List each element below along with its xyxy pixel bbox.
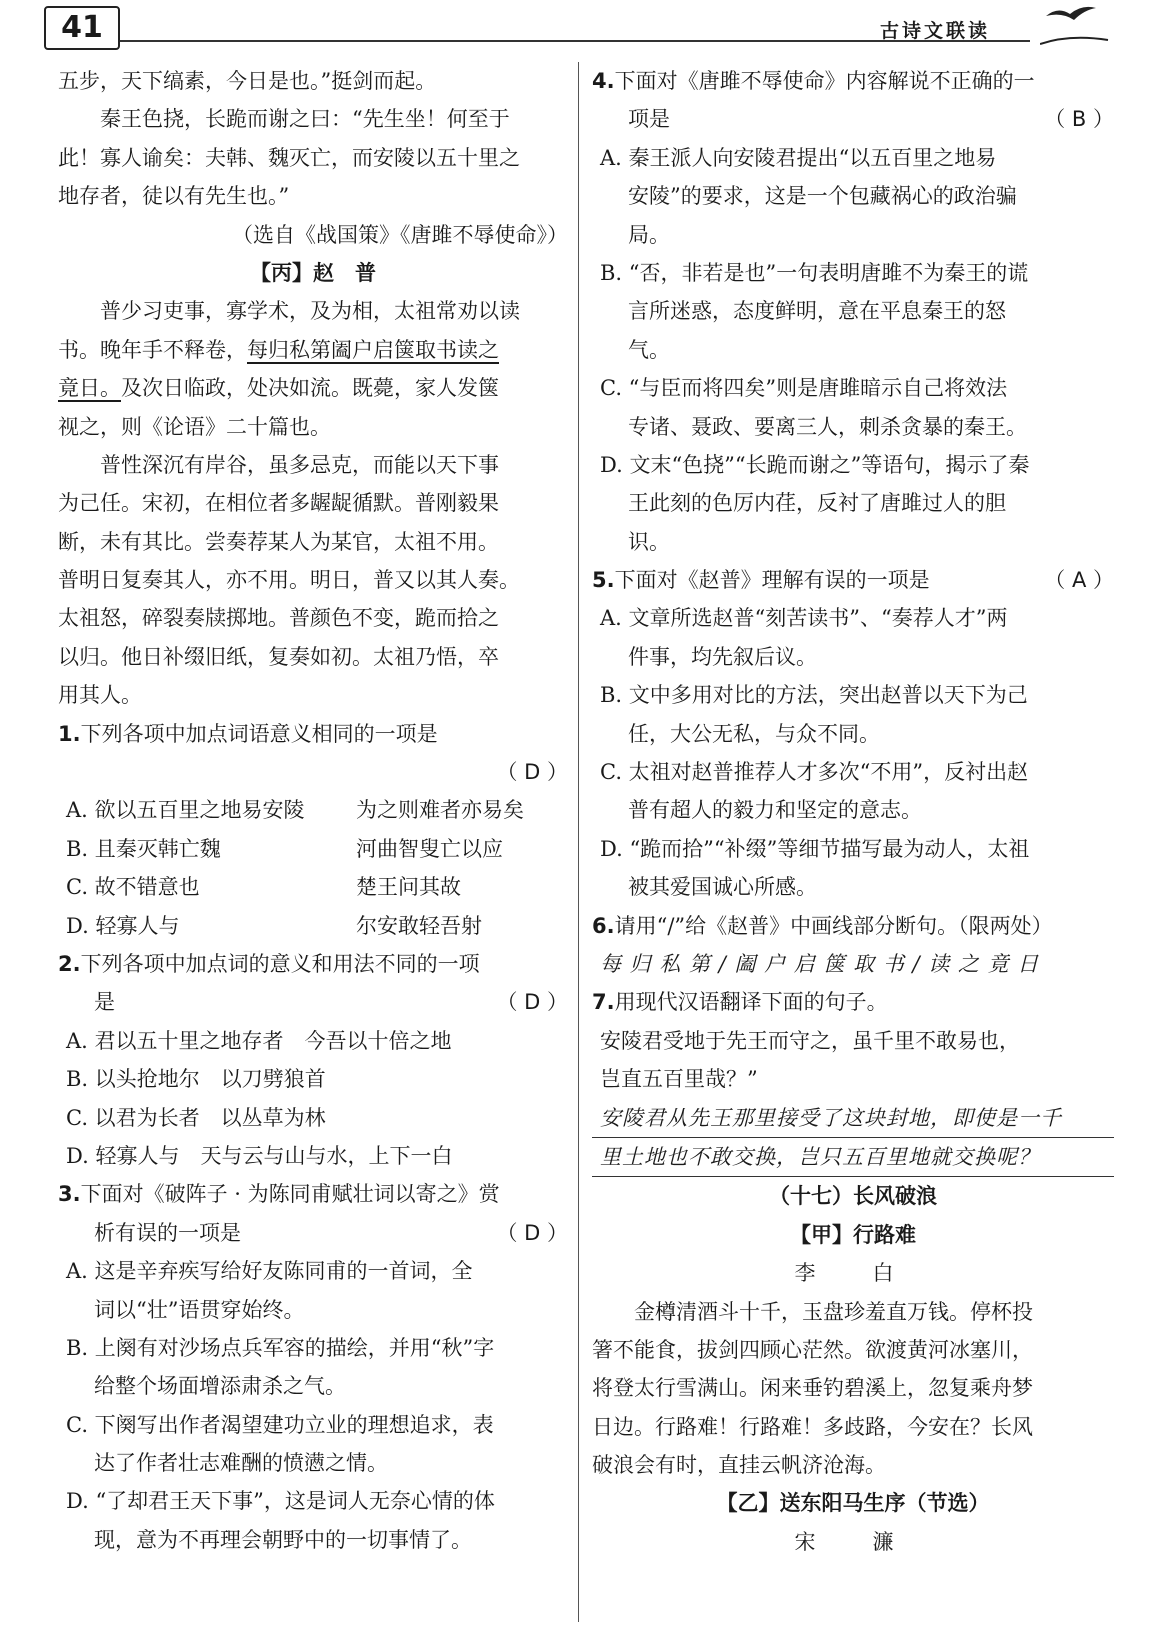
option-line: 言所迷惑，态度鲜明，意在平息秦王的怒 — [628, 299, 1006, 324]
text-line: （选自《战国策》《唐雎不辱使命》） — [232, 222, 568, 247]
question-number: 7. — [592, 990, 615, 1015]
option-line: 普有超人的毅力和坚定的意志。 — [628, 798, 922, 823]
option-line: C. 以君为长者 以丛草为林 — [66, 1105, 326, 1130]
text-line: 断，未有其比。尝奏荐某人为某官，太祖不用。 — [58, 529, 499, 554]
option-line: 专诸、聂政、要离三人，刺杀贪暴的秦王。 — [628, 414, 1027, 439]
question-number: 3. — [58, 1182, 81, 1207]
poem-line: 日边。行路难！行路难！多歧路，今安在？长风 — [592, 1414, 1033, 1439]
question-text: 是 — [94, 990, 115, 1015]
option-line: C. 下阕写出作者渴望建功立业的理想追求，表 — [66, 1412, 494, 1437]
page-number: 41 — [44, 6, 120, 50]
text-line: 太祖怒，碎裂奏牍掷地。普颜色不变，跪而拾之 — [58, 606, 499, 631]
option-left: C. 故不错意也 — [66, 875, 200, 900]
answer-handwritten: 里土地也不敢交换，岂只五百里地就交换呢？ — [592, 1138, 1114, 1177]
series-title: 古诗文联读 — [880, 20, 991, 42]
text-line: 普性深沉有岸谷，虽多忌克，而能以天下事 — [100, 452, 499, 477]
left-column — [58, 62, 568, 1559]
question-text: 下面对《赵普》理解有误的一项是 — [614, 568, 930, 593]
question-text: 用现代汉语翻译下面的句子。 — [614, 990, 888, 1015]
option-line: C. “与臣而将四矣”则是唐雎暗示自己将效法 — [600, 376, 1008, 401]
poem-title: 【乙】送东阳马生序（节选） — [716, 1490, 990, 1516]
answer-mark: （ D ） — [496, 760, 568, 785]
question-text: 下列各项中加点词的意义和用法不同的一项 — [80, 951, 480, 976]
text-line: 地存者，徒以有先生也。” — [58, 184, 290, 209]
option-line: 达了作者壮志难酬的愤懑之情。 — [94, 1451, 388, 1476]
option-line: 给整个场面增添肃杀之气。 — [94, 1374, 346, 1399]
poem-line: 将登太行雪满山。闲来垂钓碧溪上，忽复乘舟梦 — [592, 1376, 1033, 1401]
underlined-passage: 每归私第阖户启箧取书读之 — [247, 337, 499, 362]
option-line — [58, 907, 568, 945]
column-divider — [578, 62, 579, 1622]
text-line: 此！寡人谕矣：夫韩、魏灭亡，而安陵以五十里之 — [58, 145, 520, 170]
poem-line: 破浪会有时，直挂云帆济沧海。 — [592, 1453, 886, 1478]
question-number: 2. — [58, 951, 81, 976]
option-line: D. “跪而拾”“补缀”等细节描写最为动人，太祖 — [600, 836, 1030, 861]
question-1-answer — [58, 753, 568, 791]
question-text: 项是 — [628, 107, 670, 132]
option-right: 尔安敢轻吾射 — [356, 913, 482, 938]
option-right: 楚王问其故 — [356, 875, 461, 900]
option-line: D. “了却君王天下事”，这是词人无奈心情的体 — [66, 1489, 495, 1514]
option-line: 词以“壮”语贯穿始终。 — [94, 1297, 305, 1322]
option-line: 现，意为不再理会朝野中的一切事情了。 — [94, 1527, 472, 1552]
option-line: D. 轻寡人与 天与云与山与水，上下一白 — [66, 1143, 453, 1168]
question-number: 1. — [58, 721, 81, 746]
text-line: 竟日。及次日临政，处决如流。既薨，家人发箧 — [58, 376, 499, 401]
text-line: 以归。他日补缀旧纸，复奏如初。太祖乃悟，卒 — [58, 644, 499, 669]
question-6 — [592, 907, 1114, 945]
question-2-cont — [58, 983, 568, 1021]
option-right: 为之则难者亦易矣 — [356, 798, 524, 823]
question-3-cont — [58, 1214, 568, 1252]
question-number: 6. — [592, 913, 615, 938]
option-line — [58, 868, 568, 906]
quote-line: 安陵君受地于先王而守之，虽千里不敢易也， — [600, 1028, 1020, 1053]
question-text: 析有误的一项是 — [94, 1220, 241, 1245]
option-line: B. 文中多用对比的方法，突出赵普以天下为己 — [600, 683, 1028, 708]
option-left: A. 欲以五百里之地易安陵 — [66, 798, 305, 823]
poem-line: 箸不能食，拔剑四顾心茫然。欲渡黄河冰塞川， — [592, 1337, 1033, 1362]
option-line — [58, 791, 568, 829]
option-left: D. 轻寡人与 — [66, 913, 180, 938]
option-line: A. 文章所选赵普“刻苦读书”、“奏荐人才”两 — [600, 606, 1008, 631]
bird-icon — [1040, 4, 1110, 48]
underlined-passage: 竟日。 — [58, 376, 121, 401]
answer-handwritten: 安陵君从先王那里接受了这块封地，即使是一千 — [592, 1099, 1114, 1138]
question-5 — [592, 561, 1114, 599]
option-line: B. 以头抢地尔 以刀劈狼首 — [66, 1067, 326, 1092]
section-title: （十七）长风破浪 — [769, 1183, 937, 1209]
option-line: A. 君以五十里之地存者 今吾以十倍之地 — [66, 1028, 452, 1053]
answer-mark: （ D ） — [496, 990, 568, 1015]
question-number: 4. — [592, 69, 615, 93]
option-line: 王此刻的色厉内荏，反衬了唐雎过人的胆 — [628, 491, 1006, 516]
option-line: A. 这是辛弃疾写给好友陈同甫的一首词，全 — [66, 1259, 473, 1284]
text-line: 【丙】赵 普 — [250, 259, 376, 285]
question-2 — [58, 945, 568, 983]
option-line: 被其爱国诚心所感。 — [628, 875, 817, 900]
option-line: C. 太祖对赵普推荐人才多次“不用”，反衬出赵 — [600, 760, 1029, 785]
question-1 — [58, 715, 568, 753]
question-number: 5. — [592, 568, 615, 593]
option-left: B. 且秦灭韩亡魏 — [66, 836, 221, 861]
question-3 — [58, 1175, 568, 1213]
text-line: 为己任。宋初，在相位者多龌龊循默。普刚毅果 — [58, 491, 499, 516]
text-line: 普少习吏事，寡学术，及为相，太祖常劝以读 — [100, 299, 520, 324]
option-line — [58, 830, 568, 868]
option-line: A. 秦王派人向安陵君提出“以五百里之地易 — [600, 145, 997, 170]
right-column — [592, 62, 1114, 1561]
text-line: 用其人。 — [58, 683, 142, 708]
text-line: 秦王色挠，长跪而谢之曰：“先生坐！何至于 — [100, 107, 510, 132]
answer-mark: （ D ） — [496, 1220, 568, 1245]
question-4-cont — [592, 100, 1114, 138]
option-line: 件事，均先叙后议。 — [628, 644, 817, 669]
answer-mark: （ A ） — [1044, 568, 1114, 593]
author: 李 白 — [794, 1261, 912, 1286]
page-header — [0, 0, 1160, 58]
option-line: 任，大公无私，与众不同。 — [628, 721, 880, 746]
poem-line: 金樽清酒斗十千，玉盘珍羞直万钱。停杯投 — [634, 1299, 1033, 1324]
option-line: 气。 — [628, 337, 670, 362]
text-line: 视之，则《论语》二十篇也。 — [58, 414, 331, 439]
text-line: 普明日复奏其人，亦不用。明日，普又以其人奏。 — [58, 568, 520, 593]
text-line: 五步，天下缟素，今日是也。”挺剑而起。 — [58, 69, 437, 93]
text-line: 书。晚年手不释卷，每归私第阖户启箧取书读之 — [58, 337, 499, 362]
question-text: 请用“/”给《赵普》中画线部分断句。（限两处） — [614, 913, 1053, 938]
option-line: B. 上阕有对沙场点兵军容的描绘，并用“秋”字 — [66, 1335, 495, 1360]
poem-title: 【甲】行路难 — [790, 1221, 916, 1247]
question-text: 下列各项中加点词语意义相同的一项是 — [80, 721, 438, 746]
option-line: 局。 — [628, 222, 670, 247]
option-line: 识。 — [628, 529, 670, 554]
answer-handwritten: 每 归 私 第 / 阖 户 启 箧 取 书 / 读 之 竟 日 — [600, 951, 1040, 976]
option-right: 河曲智叟亡以应 — [356, 836, 503, 861]
option-line: 安陵”的要求，这是一个包藏祸心的政治骗 — [628, 184, 1017, 209]
answer-mark: （ B ） — [1044, 107, 1114, 132]
option-line: D. 文末“色挠”“长跪而谢之”等语句，揭示了秦 — [600, 452, 1030, 477]
author: 宋 濂 — [794, 1529, 912, 1554]
question-text: 下面对《唐雎不辱使命》内容解说不正确的一 — [614, 69, 1035, 93]
question-7 — [592, 983, 1114, 1021]
quote-line: 岂直五百里哉？” — [600, 1067, 758, 1092]
option-line: B. “否，非若是也”一句表明唐雎不为秦王的谎 — [600, 260, 1029, 285]
question-text: 下面对《破阵子 · 为陈同甫赋壮词以寄之》赏 — [80, 1182, 500, 1207]
question-4 — [592, 62, 1114, 100]
